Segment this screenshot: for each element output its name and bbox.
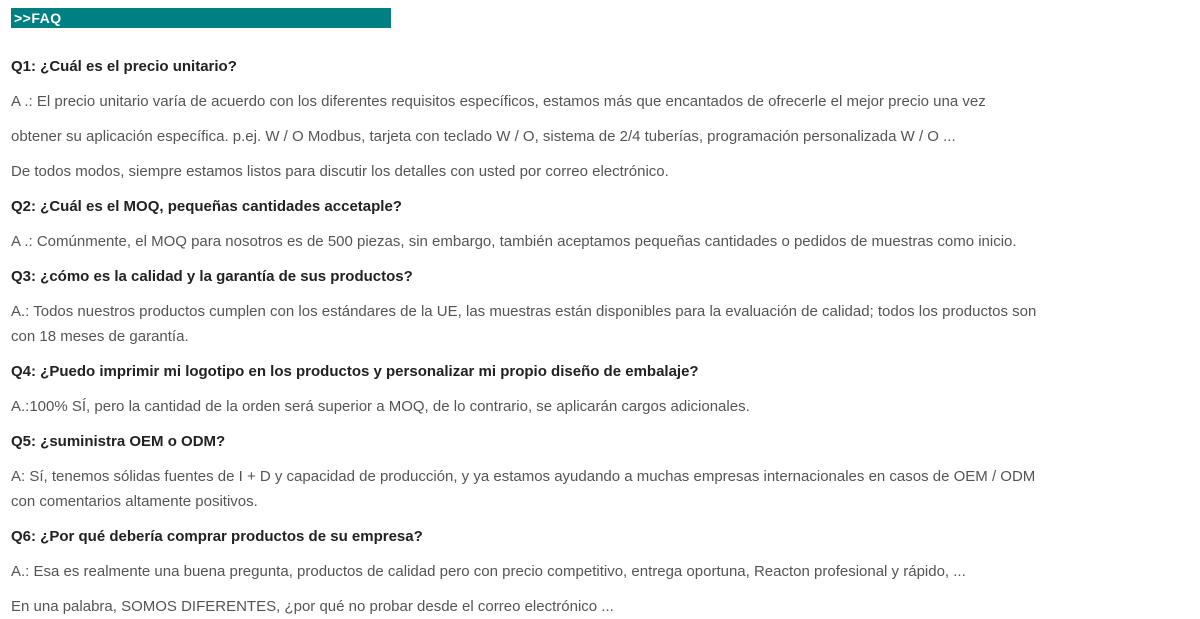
faq-item-q1 [11, 54, 1051, 184]
faq-answer: A: Sí, tenemos sólidas fuentes de I + D y capacidad de producción, y ya estamos ayudando a muchas empresas internacionales en casos de OEM / ODM con comentarios altamente positivos. [11, 468, 1036, 510]
faq-item-q4 [11, 359, 1051, 419]
faq-answer: A .: Comúnmente, el MOQ para nosotros es de 500 piezas, sin embargo, también aceptamos pequeñas cantidades o pedidos de muestras como inicio. [11, 233, 1017, 250]
faq-answer: obtener su aplicación específica. p.ej. W / O Modbus, tarjeta con teclado W / O, sistema de 2/4 tuberías, programación personalizada W / O ... [11, 128, 956, 145]
faq-question: Q4: ¿Puedo imprimir mi logotipo en los productos y personalizar mi propio diseño de embalaje? [11, 363, 699, 380]
faq-item-q2 [11, 194, 1051, 254]
faq-header-bar [11, 8, 391, 28]
faq-question: Q3: ¿cómo es la calidad y la garantía de sus productos? [11, 268, 413, 285]
faq-answer: De todos modos, siempre estamos listos para discutir los detalles con usted por correo electrónico. [11, 163, 669, 180]
faq-answer: En una palabra, SOMOS DIFERENTES, ¿por qué no probar desde el correo electrónico ... [11, 598, 614, 615]
faq-item-q6 [11, 524, 1051, 619]
faq-question: Q5: ¿suministra OEM o ODM? [11, 433, 226, 450]
faq-question: Q2: ¿Cuál es el MOQ, pequeñas cantidades accetaple? [11, 198, 402, 215]
faq-answer: A.: Todos nuestros productos cumplen con los estándares de la UE, las muestras están disponibles para la evaluación de calidad; todos los productos son con 18 meses de garantía. [11, 303, 1037, 345]
faq-question: Q6: ¿Por qué debería comprar productos de su empresa? [11, 528, 423, 545]
faq-question: Q1: ¿Cuál es el precio unitario? [11, 58, 237, 75]
faq-answer: A.: Esa es realmente una buena pregunta, productos de calidad pero con precio competitivo, entrega oportuna, Reacton profesional y rápido, ... [11, 563, 966, 580]
faq-item-q5 [11, 429, 1051, 514]
faq-header-label: >>FAQ [14, 10, 62, 26]
faq-answer: A .: El precio unitario varía de acuerdo con los diferentes requisitos específicos, estamos más que encantados de ofrecerle el mejor precio una vez [11, 93, 986, 110]
faq-item-q3 [11, 264, 1051, 349]
faq-answer: A.:100% SÍ, pero la cantidad de la orden será superior a MOQ, de lo contrario, se aplicarán cargos adicionales. [11, 398, 750, 415]
faq-list [11, 54, 1051, 619]
